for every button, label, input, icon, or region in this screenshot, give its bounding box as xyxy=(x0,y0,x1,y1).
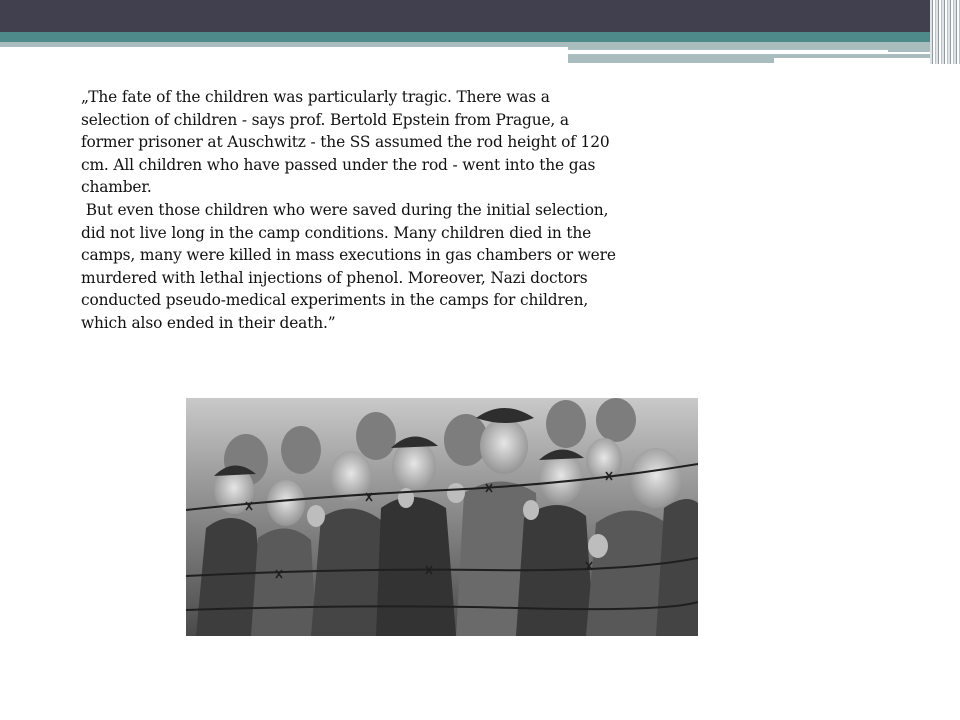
header-white-line xyxy=(568,50,888,52)
quote-text-block xyxy=(81,86,621,335)
photo-illustration xyxy=(186,398,698,636)
header-dark-band xyxy=(0,0,960,32)
quote-paragraph-2: But even those children who were saved during the initial selection, did not live long in the camp conditions. Many children died in the camps, many were killed in mass executions in gas chambers or were murdered with lethal injections of phenol. Moreover, Nazi doctors conducted pseudo-medical experiments in the camps for children, which also ended in their death.” xyxy=(81,200,621,332)
children-behind-barbed-wire-photo xyxy=(186,398,698,636)
header-teal-band xyxy=(0,32,960,42)
header-gray-band-left xyxy=(0,42,568,47)
quote-paragraph-1: „The fate of the children was particularly tragic. There was a selection of children - says prof. Bertold Epstein from Prague, a former prisoner at Auschwitz - the SS assumed the rod height of 120 cm. All children who have passed under the rod - went into the gas chamber. xyxy=(81,88,610,197)
header-gray-band-lower xyxy=(568,54,774,63)
header-corner-stripes xyxy=(930,0,960,64)
